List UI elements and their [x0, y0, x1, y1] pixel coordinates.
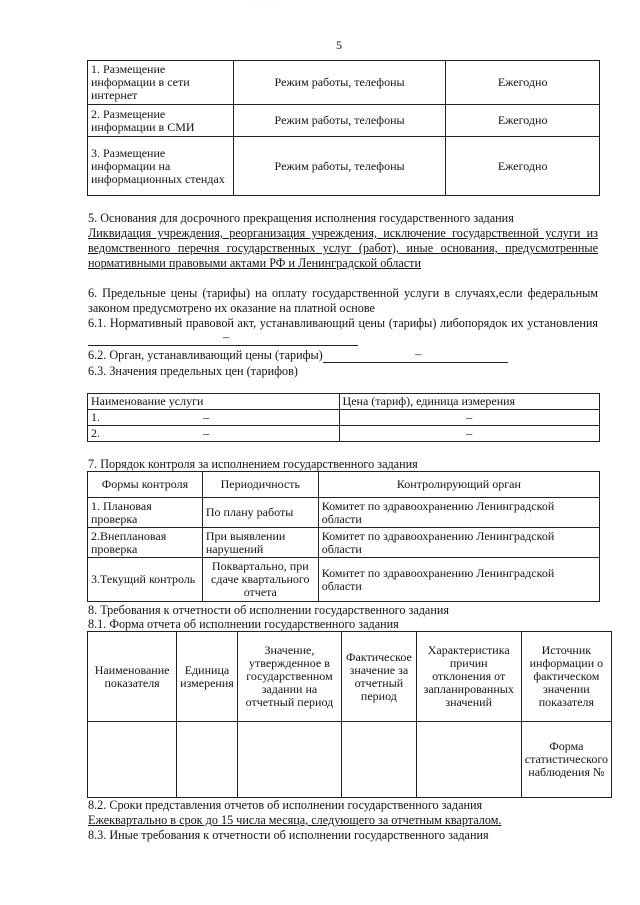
body-cell: Комитет по здравоохранению Ленинградской области	[318, 558, 599, 602]
header-cell: Контролирующий орган	[318, 472, 599, 498]
section7-heading: 7. Порядок контроля за исполнением государственного задания	[88, 457, 418, 471]
row-number: 2.	[91, 426, 100, 440]
period-cell: По плану работы	[202, 498, 318, 528]
section6-2-fill	[323, 347, 508, 363]
body-cell: Комитет по здравоохранению Ленинградской области	[318, 498, 599, 528]
section8-2-text: Ежеквартально в срок до 15 числа месяца, следующего за отчетным кварталом.	[88, 813, 502, 827]
method-cell: 3. Размещение информации на информационных стендах	[88, 137, 234, 196]
price-name-cell	[88, 426, 340, 442]
table-header-row	[88, 472, 600, 498]
info-methods-table	[87, 60, 600, 196]
table-row	[88, 426, 600, 442]
section6-2	[88, 348, 598, 363]
header-cell: Источник информации о фактическом значении показателя	[521, 632, 611, 722]
report-cell	[416, 722, 521, 798]
section8-1: 8.1. Форма отчета об исполнении государственного задания	[88, 617, 399, 631]
section6-heading: 6. Предельные цены (тарифы) на оплату государственной услуги в случаях,если федеральным законом предусмотрено их оказание на платной основе	[88, 286, 598, 315]
header-cell: Характеристика причин отклонения от запланированных значений	[416, 632, 521, 722]
frequency-cell: Ежегодно	[446, 61, 600, 105]
section8-3: 8.3. Иные требования к отчетности об исполнении государственного задания	[88, 828, 489, 842]
table-row	[88, 558, 600, 602]
report-cell	[88, 722, 177, 798]
page-number: 5	[336, 38, 342, 52]
table-row	[88, 410, 600, 426]
section8-2: 8.2. Сроки представления отчетов об исполнении государственного задания	[88, 798, 483, 812]
section8-heading: 8. Требования к отчетности об исполнении государственного задания	[88, 603, 449, 617]
table-header-row	[88, 632, 612, 722]
section5-text: Ликвидация учреждения, реорганизация учреждения, исключение государственной услуги из ведомственного перечня государственных услуг (работ), иные основания, предусмотренные нормативными правовыми актами РФ и Ленинградской области	[88, 226, 598, 270]
form-cell: 2.Внеплановая проверка	[88, 528, 203, 558]
frequency-cell: Ежегодно	[446, 137, 600, 196]
dash-value: –	[223, 330, 230, 344]
header-cell: Фактическое значение за отчетный период	[342, 632, 417, 722]
price-cell: –	[339, 426, 599, 442]
header-cell: Наименование показателя	[88, 632, 177, 722]
table-row	[88, 61, 600, 105]
section6-2-text: 6.2. Орган, устанавливающий цены (тарифы)	[88, 348, 323, 362]
header-cell: Значение, утвержденное в государственном задании на отчетный период	[237, 632, 341, 722]
method-cell: 1. Размещение информации в сети интернет	[88, 61, 234, 105]
header-cell: Формы контроля	[88, 472, 203, 498]
header-cell: Наименование услуги	[88, 394, 340, 410]
table-row	[88, 137, 600, 196]
report-cell	[177, 722, 238, 798]
period-cell: При выявлении нарушений	[202, 528, 318, 558]
dash-value: –	[415, 347, 422, 361]
form-cell: 1. Плановая проверка	[88, 498, 203, 528]
frequency-cell: Ежегодно	[446, 105, 600, 137]
table-row	[88, 105, 600, 137]
price-name-cell	[88, 410, 340, 426]
report-cell	[342, 722, 417, 798]
price-cell: –	[339, 410, 599, 426]
content-cell: Режим работы, телефоны	[233, 61, 445, 105]
report-form-table	[87, 631, 612, 798]
period-cell: Поквартально, при сдаче квартального отчета	[202, 558, 318, 602]
header-cell: Периодичность	[202, 472, 318, 498]
control-table	[87, 471, 600, 602]
table-row	[88, 498, 600, 528]
header-cell: Единица измерения	[177, 632, 238, 722]
content-cell: Режим работы, телефоны	[233, 137, 445, 196]
row-number: 1.	[91, 410, 100, 424]
name-value: –	[203, 410, 209, 424]
table-row	[88, 528, 600, 558]
method-cell: 2. Размещение информации в СМИ	[88, 105, 234, 137]
table-row	[88, 722, 612, 798]
price-table	[87, 393, 600, 442]
scan-noise: · · · ·	[250, 0, 279, 8]
table-header-row	[88, 394, 600, 410]
report-source-cell: Форма статистического наблюдения №	[521, 722, 611, 798]
report-cell	[237, 722, 341, 798]
section6-1-fill	[88, 330, 358, 346]
content-cell: Режим работы, телефоны	[233, 105, 445, 137]
section5-heading: 5. Основания для досрочного прекращения исполнения государственного задания	[88, 211, 514, 225]
body-cell: Комитет по здравоохранению Ленинградской области	[318, 528, 599, 558]
header-cell: Цена (тариф), единица измерения	[339, 394, 599, 410]
section6-1-text: 6.1. Нормативный правовой акт, устанавливающий цены (тарифы) либопорядок их установления	[88, 316, 598, 330]
section6-3: 6.3. Значения предельных цен (тарифов)	[88, 364, 298, 378]
form-cell: 3.Текущий контроль	[88, 558, 203, 602]
section6-1	[88, 316, 598, 346]
name-value: –	[203, 426, 209, 440]
